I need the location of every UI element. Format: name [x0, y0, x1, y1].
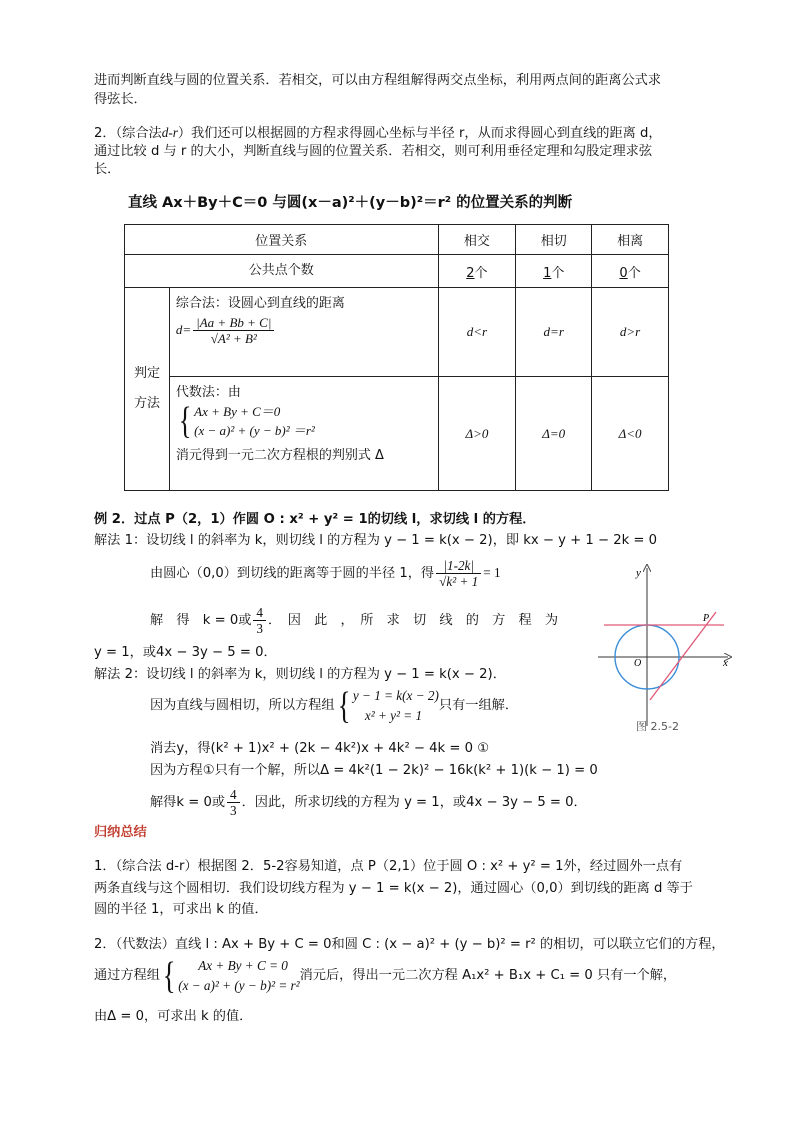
summary-p2-line-1: 2．（代数法）直线 l : Ax + By + C = 0和圆 C : (x − a)² + (y − b)² = r² 的相切，可以联立它们的方程， [94, 937, 725, 952]
summary-p1-line-1: 1．（综合法 d-r）根据图 2．5-2容易知道，点 P（2,1）位于圆 O : x² + y² = 1外，经过圆外一点有 [94, 859, 683, 874]
header-relation: 位置关系 [125, 225, 439, 255]
alg-tangent: Δ=0 [516, 377, 592, 491]
table-header-row [125, 225, 669, 255]
method2-line1-rest: ）我们还可以根据圆的方程求得圆心坐标与半径 r，从而求得圆心到直线的距离 d， [177, 126, 662, 141]
summary-p1-line-2: 两条直线与这个圆相切．我们设切线方程为 y − 1 = k(x − 2)，通过圆心（0,0）到切线的距离 d 等于 [94, 881, 693, 896]
sol2-line-1: 解法 2：设切线 l 的斜率为 k，则切线 l 的方程为 y − 1 = k(x − 2)． [94, 667, 506, 682]
method2-line-2: 通过比较 d 与 r 的大小，判断直线与圆的位置关系．若相交，则可利用垂径定理和勾股定理求弦 [94, 144, 653, 159]
geo-separate: d>r [592, 288, 669, 377]
point-p-label: P [703, 613, 710, 624]
points-tangent: 1个 [516, 255, 592, 288]
tangent-figure [590, 560, 740, 735]
header-separate: 相离 [592, 225, 669, 255]
sol1-line-3: 解 得 k = 0或 $\frac{4}{3}$ ． 因 此 ， 所 求 切 线 的 方 程 为 [150, 604, 559, 636]
intro-line-1: 进而判断直线与圆的位置关系．若相交，可以由方程组解得两交点坐标，利用两点间的距离公式求 [94, 73, 662, 88]
alg-separate: Δ<0 [592, 377, 669, 491]
algebraic-row [125, 377, 669, 491]
summary-p2-line-3: 由Δ = 0，可求出 k 的值． [94, 1009, 253, 1024]
method2-line-1 [94, 124, 662, 143]
summary-p2-line-2: 通过方程组{ Ax + By + C = 0 (x − a)² + (y − b)² = r² 消元后，得出一元二次方程 A₁x² + B₁x + C₁ = 0 只有一个解， [94, 955, 677, 997]
table-title: 直线 Ax＋By＋C＝0 与圆(x－a)²＋(y－b)²＝r² 的位置关系的判断 [128, 195, 573, 211]
method2-line-3: 长． [94, 162, 121, 177]
y-axis-label: y [636, 567, 641, 579]
origin-label: O [634, 658, 642, 669]
points-intersect: 2个 [438, 255, 516, 288]
geometric-desc-cell [169, 288, 438, 377]
summary-heading: 归纳总结 [94, 825, 147, 840]
geo-intersect: d<r [438, 288, 516, 377]
points-separate: 0个 [592, 255, 669, 288]
sol2-line-4: 因为方程①只有一个解，所以Δ = 4k²(1 − 2k)² − 16k(k² + 1)(k − 1) = 0 [150, 763, 598, 778]
sol1-line-4: y = 1，或4x − 3y − 5 = 0． [94, 645, 277, 660]
alg-intersect: Δ>0 [438, 377, 516, 491]
algebraic-desc-cell [169, 377, 438, 491]
sol2-line-3: 消去y，得(k² + 1)x² + (2k − 4k²)x + 4k² − 4k = 0 ① [150, 741, 490, 756]
geometric-desc: 综合法：设圆心到直线的距离 [175, 296, 345, 311]
algebraic-desc: 代数法：由 [175, 385, 241, 400]
sol2-line-5: 解得k = 0或 $\frac{4}{3}$ ．因此，所求切线的方程为 y = 1，或4x − 3y − 5 = 0． [150, 786, 587, 818]
summary-p1-line-3: 圆的半径 1，可求出 k 的值． [94, 902, 268, 917]
example2-title: 例 2．过点 P（2，1）作圆 O : x² + y² = 1的切线 l，求切线 l 的方程． [94, 512, 536, 527]
sol1-line-1: 解法 1：设切线 l 的斜率为 k，则切线 l 的方程为 y − 1 = k(x − 2)，即 kx − y + 1 − 2k = 0 [94, 533, 658, 548]
sol2-line-2: 因为直线与圆相切，所以方程组{ y − 1 = k(x − 2) x² + y² = 1 只有一组解． [150, 685, 519, 727]
points-row [125, 255, 669, 288]
figure-caption: 图 2.5-2 [636, 720, 679, 733]
algebraic-system: { Ax + By + C＝0 (x − a)² + (y − b)² ＝r² [178, 400, 315, 442]
header-tangent: 相切 [516, 225, 592, 255]
header-intersect: 相交 [438, 225, 516, 255]
algebraic-conclusion: 消元得到一元二次方程根的判别式 Δ [175, 448, 384, 463]
geometric-row [125, 288, 669, 377]
intro-line-2: 得弦长． [94, 92, 147, 107]
method-label: 判定 方法 [125, 288, 170, 491]
geo-tangent: d=r [516, 288, 592, 377]
method2-dr: d-r [161, 125, 178, 140]
distance-formula: d= $\frac{|Aa + Bb + C|}{\text{√A² + B²}}$ [176, 315, 432, 346]
points-label: 公共点个数 [125, 255, 439, 288]
method2-prefix: 2．（综合法 [94, 126, 162, 141]
position-relation-table [124, 224, 669, 491]
x-axis-label: x [723, 657, 728, 669]
sol1-line-2: 由圆心（0,0）到切线的距离等于圆的半径 1，得 $\frac{|1-2k|}{\text{√k² + 1}}$ = 1 [150, 557, 501, 589]
